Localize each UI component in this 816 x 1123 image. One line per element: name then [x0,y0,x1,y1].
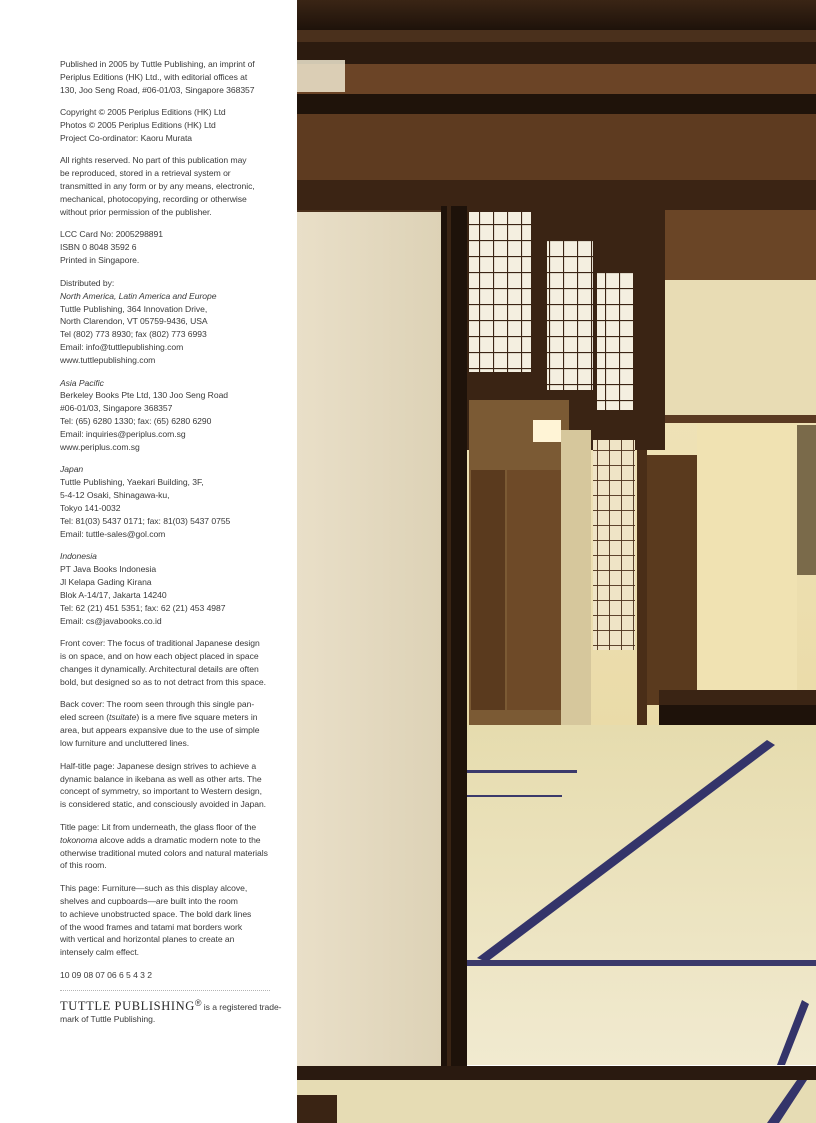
text-line [60,711,290,724]
text-fragment: alcove adds a dramatic modern note to the [97,834,261,845]
text-line: shelves and cupboards—are built into the room [60,895,238,906]
alcove-wall [697,423,797,693]
italic-term: tokonoma [60,834,98,845]
print-line: 10 09 08 07 06 6 5 4 3 2 [60,969,152,980]
text-line: otherwise traditional muted colors and natural materials [60,847,268,858]
distributed-by-label: Distributed by: [60,277,115,288]
region-label: Asia Pacific [60,377,104,388]
text-line: without prior permission of the publisher. [60,207,212,218]
text-line: LCC Card No: 2005298891 [60,229,163,240]
door-post [561,430,591,750]
distributor-indonesia [60,550,290,627]
distributor-japan [60,463,290,540]
email-text: Email: info@tuttlepublishing.com [60,342,184,353]
region-label: Indonesia [60,551,97,562]
inner-door [507,470,561,710]
text-line: intensely calm effect. [60,947,139,958]
text-line: Tel: 62 (21) 451 5351; fax: 62 (21) 453 4987 [60,603,226,614]
text-line: concept of symmetry, so important to Western design, [60,786,262,797]
text-line: Periplus Editions (HK) Ltd., with editorial offices at [60,71,248,82]
region-label: Japan [60,464,84,475]
ceiling-beam [297,94,816,114]
distributor-north-america [60,277,290,367]
post [637,450,647,740]
copyright-page-text [60,58,290,1026]
text-line: Tuttle Publishing, 364 Innovation Drive, [60,303,208,314]
inner-light [533,420,561,442]
text-line: Back cover: The room seen through this single pan- [60,699,255,710]
text-line: Tel: 81(03) 5437 0171; fax: 81(03) 5437 0755 [60,516,231,527]
text-line: Copyright © 2005 Periplus Editions (HK) Ltd [60,107,226,118]
text-line: bold, but designed so as to not detract from this space. [60,677,266,688]
text-line: Jl Kelapa Gading Kirana [60,577,152,588]
text-line: Half-title page: Japanese design strives to achieve a [60,760,257,771]
ceiling-beam [297,42,816,64]
lintel-shadow [297,180,816,210]
text-line: dynamic balance in ikebana as well as other arts. The [60,773,262,784]
text-line: Photos © 2005 Periplus Editions (HK) Ltd [60,120,216,131]
copyright-info [60,106,290,145]
alcove-step [659,705,816,725]
text-line: This page: Furniture—such as this display alcove, [60,882,248,893]
text-line: North Clarendon, VT 05759-9436, USA [60,316,208,327]
website-text: www.periplus.com.sg [60,442,140,453]
text-line: mechanical, photocopying, recording or otherwise [60,194,247,205]
text-line: 5-4-12 Osaki, Shinagawa-ku, [60,490,170,501]
scroll-niche [797,425,816,575]
distributor-asia-pacific [60,377,290,454]
transom-shoji [547,240,593,390]
text-line: Title page: Lit from underneath, the glass floor of the [60,821,257,832]
text-line: changes it dynamically. Architectural details are often [60,664,259,675]
text-line [60,997,290,1014]
text-line: Tel (802) 773 8930; fax (802) 773 6993 [60,329,207,340]
fusuma-screen [297,212,443,1068]
publisher-info [60,58,290,97]
half-title-caption [60,760,290,812]
text-line: ISBN 0 8048 3592 6 [60,242,137,253]
wall-right [659,280,816,420]
text-line: of the wood frames and tatami mat borders work [60,921,243,932]
text-line: low furniture and uncluttered lines. [60,738,190,749]
floor-edge [467,795,562,797]
catalog-info [60,228,290,267]
text-fragment: eled screen ( [60,712,110,723]
trademark-notice [60,997,290,1027]
floor-strip [297,1095,337,1123]
text-line: Front cover: The focus of traditional Japanese design [60,638,260,649]
text-line: Published in 2005 by Tuttle Publishing, an imprint of [60,59,255,69]
transom-shoji [597,272,633,410]
front-cover-caption [60,637,290,689]
italic-term: tsuitate [109,712,137,723]
text-line: with vertical and horizontal planes to create an [60,934,235,945]
text-line: area, but appears expansive due to the use of simple [60,725,260,736]
text-line: Tokyo 141-0032 [60,503,121,514]
inner-door [471,470,505,710]
alcove [647,455,697,705]
ceiling-window [297,60,345,92]
text-line: mark of Tuttle Publishing. [60,1014,156,1025]
ceiling-strip [297,64,816,94]
text-line: transmitted in any form or by any means, electronic, [60,181,255,192]
floor-edge [467,770,577,773]
text-line: Berkeley Books Pte Ltd, 130 Joo Seng Road [60,390,229,401]
email-text: Email: cs@javabooks.co.id [60,615,162,626]
this-page-caption [60,882,290,959]
title-page-caption [60,821,290,873]
floor-foreground [297,1080,816,1123]
text-line: is considered static, and consciously avoided in Japan. [60,799,267,810]
text-line: Tel: (65) 6280 1330; fax: (65) 6280 6290 [60,416,212,427]
back-cover-caption [60,698,290,750]
text-line [60,834,290,847]
website-text: www.tuttlepublishing.com [60,355,156,366]
sliding-shoji [593,440,635,650]
text-fragment: ) is a mere five square meters in [136,712,258,723]
registered-mark: ® [194,997,202,1008]
divider [60,990,270,991]
text-line: 130, Joo Seng Road, #06-01/03, Singapore 368357 [60,84,255,95]
floor-threshold [297,1066,816,1080]
text-fragment: is a registered trade- [201,1001,282,1012]
text-line: #06-01/03, Singapore 368357 [60,403,173,414]
email-text: Email: tuttle-sales@gol.com [60,529,166,539]
screen-frame-highlight [447,206,451,1072]
text-line: is on space, and on how each object placed in space [60,651,259,662]
wall-rail [659,415,816,423]
rights-notice [60,154,290,219]
text-line: Blok A-14/17, Jakarta 14240 [60,590,167,601]
screen-frame [441,206,467,1072]
text-line: be reproduced, stored in a retrieval system or [60,168,231,179]
region-label: North America, Latin America and Europe [60,290,217,301]
text-line: to achieve unobstructed space. The bold dark lines [60,908,252,919]
ceiling-beam [297,0,816,30]
text-line: of this room. [60,860,107,871]
text-line: PT Java Books Indonesia [60,564,157,575]
email-text: Email: inquiries@periplus.com.sg [60,429,186,440]
tatami-border [467,960,816,966]
text-line: Tuttle Publishing, Yaekari Building, 3F, [60,477,204,488]
tatami-floor [467,725,816,1065]
text-line: All rights reserved. No part of this publication may [60,155,247,166]
text-line: Project Co-ordinator: Kaoru Murata [60,133,193,144]
brand-name: TUTTLE PUBLISHING [60,998,195,1013]
text-line: Printed in Singapore. [60,255,140,266]
transom-shoji [469,212,531,372]
interior-photo [297,0,816,1123]
